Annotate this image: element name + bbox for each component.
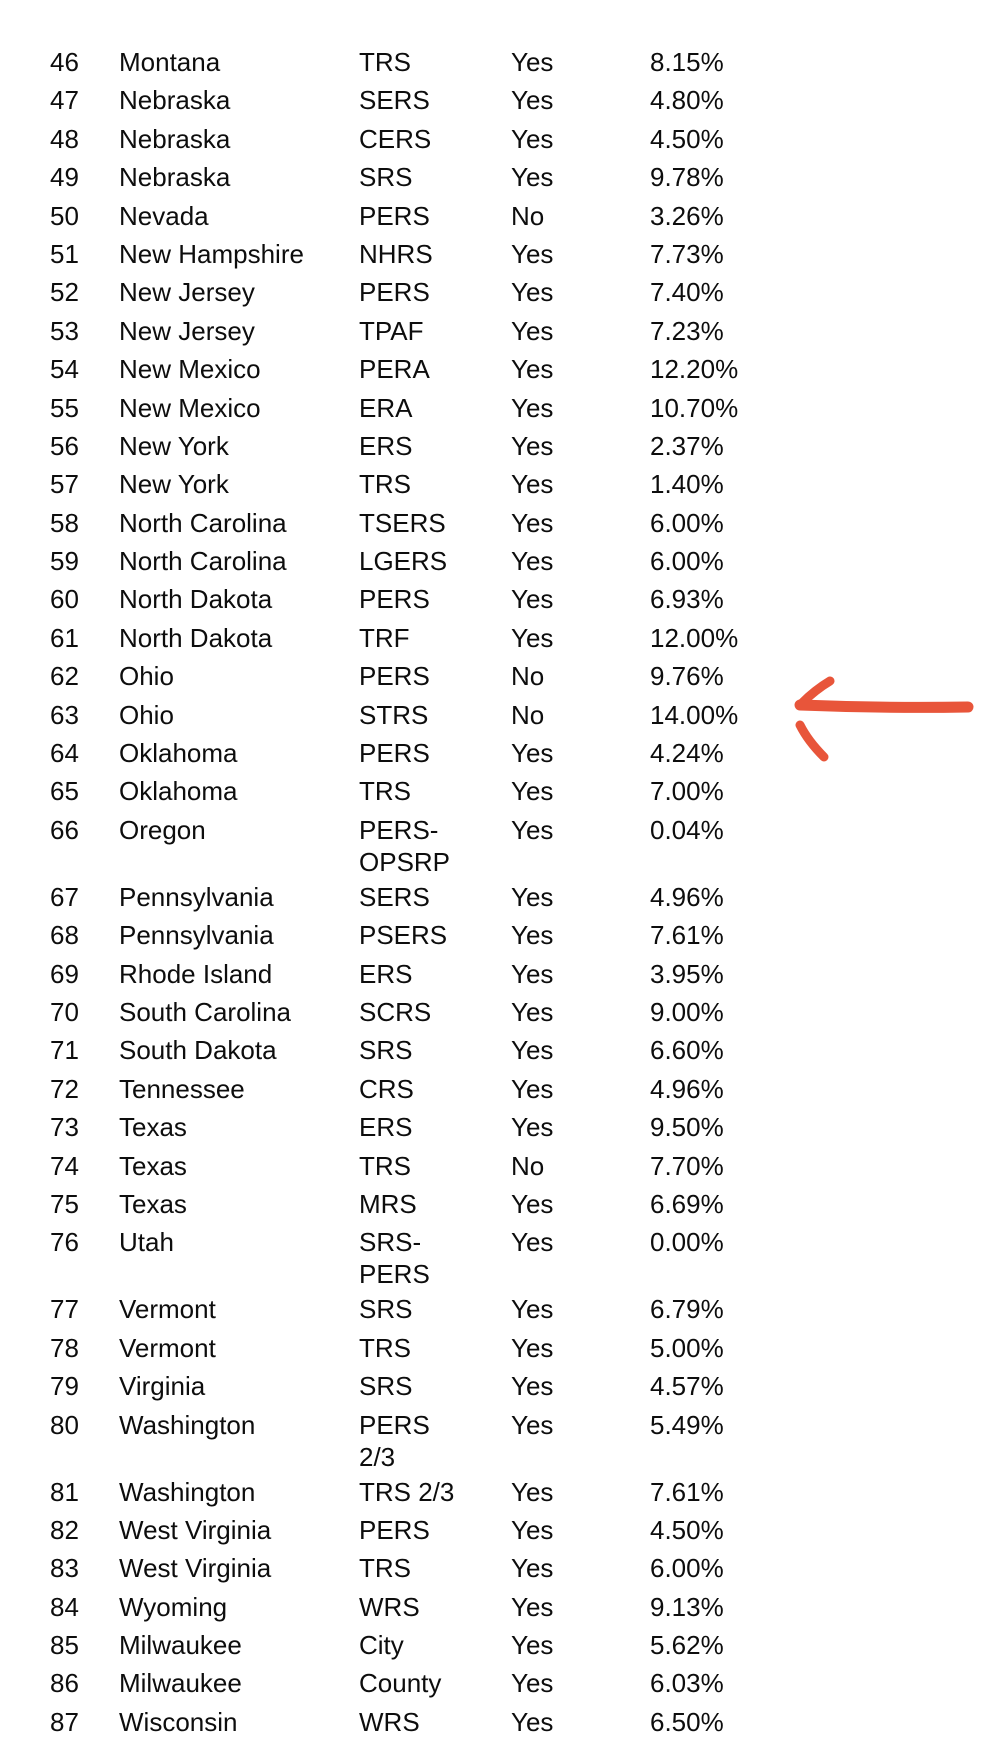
table-row <box>0 1549 780 1587</box>
table-row <box>0 993 780 1031</box>
system-cell: PERS <box>359 584 430 615</box>
state-cell: North Dakota <box>119 584 273 615</box>
system-cell: TSERS <box>359 507 446 538</box>
state-cell: New Hampshire <box>119 238 304 269</box>
system-cell: CERS <box>359 123 432 154</box>
row-number: 62 <box>50 661 79 692</box>
yes-no-cell: Yes <box>511 1112 554 1143</box>
yes-no-cell: Yes <box>511 738 554 769</box>
row-number: 52 <box>50 277 79 308</box>
row-number: 83 <box>50 1553 79 1584</box>
yes-no-cell: Yes <box>511 1332 554 1363</box>
table-row <box>0 811 780 878</box>
yes-no-cell: Yes <box>511 546 554 577</box>
yes-no-cell: Yes <box>511 469 554 500</box>
system-cell: SCRS <box>359 996 432 1027</box>
percent-cell: 7.61% <box>650 920 724 951</box>
percent-cell: 7.00% <box>650 776 724 807</box>
table-row <box>0 1290 780 1328</box>
percent-cell: 14.00% <box>650 699 739 730</box>
yes-no-cell: Yes <box>511 392 554 423</box>
row-number: 64 <box>50 738 79 769</box>
percent-cell: 12.20% <box>650 354 739 385</box>
state-cell: Nebraska <box>119 85 231 116</box>
row-number: 85 <box>50 1630 79 1661</box>
state-cell: New Jersey <box>119 277 255 308</box>
yes-no-cell: Yes <box>511 996 554 1027</box>
table-row <box>0 734 780 772</box>
system-cell: County <box>359 1668 442 1699</box>
state-cell: Nebraska <box>119 123 231 154</box>
percent-cell: 9.13% <box>650 1591 724 1622</box>
row-number: 54 <box>50 354 79 385</box>
percent-cell: 6.93% <box>650 584 724 615</box>
percent-cell: 1.40% <box>650 469 724 500</box>
arrow-lower-stroke <box>800 725 824 757</box>
percent-cell: 0.04% <box>650 814 724 845</box>
table-row <box>0 955 780 993</box>
state-cell: South Carolina <box>119 996 291 1027</box>
state-cell: Virginia <box>119 1371 206 1402</box>
percent-cell: 0.00% <box>650 1227 724 1258</box>
system-cell: PERS <box>359 661 430 692</box>
yes-no-cell: Yes <box>511 1371 554 1402</box>
system-cell: WRS <box>359 1706 420 1737</box>
system-cell: TRS <box>359 776 411 807</box>
state-cell: North Dakota <box>119 622 273 653</box>
table-row <box>0 1703 780 1741</box>
yes-no-cell: Yes <box>511 1294 554 1325</box>
row-number: 60 <box>50 584 79 615</box>
table-row <box>0 1031 780 1069</box>
row-number: 77 <box>50 1294 79 1325</box>
system-cell: ERS <box>359 958 413 989</box>
percent-cell: 7.40% <box>650 277 724 308</box>
state-cell: Pennsylvania <box>119 881 274 912</box>
percent-cell: 12.00% <box>650 622 739 653</box>
state-cell: Texas <box>119 1112 187 1143</box>
table-row <box>0 312 780 350</box>
state-cell: Ohio <box>119 661 174 692</box>
pension-table <box>0 43 780 1741</box>
table-row <box>0 1070 780 1108</box>
yes-no-cell: Yes <box>511 85 554 116</box>
percent-cell: 6.03% <box>650 1668 724 1699</box>
percent-cell: 10.70% <box>650 392 739 423</box>
state-cell: West Virginia <box>119 1553 272 1584</box>
arrow-upper-stroke <box>802 681 830 703</box>
row-number: 68 <box>50 920 79 951</box>
yes-no-cell: Yes <box>511 1553 554 1584</box>
state-cell: Texas <box>119 1188 187 1219</box>
row-number: 53 <box>50 315 79 346</box>
table-row <box>0 657 780 695</box>
arrow-annotation <box>770 675 980 767</box>
system-cell: WRS <box>359 1591 420 1622</box>
table-row <box>0 1588 780 1626</box>
row-number: 56 <box>50 430 79 461</box>
system-cell: SRS <box>359 162 413 193</box>
percent-cell: 4.50% <box>650 123 724 154</box>
yes-no-cell: Yes <box>511 1476 554 1507</box>
system-cell: LGERS <box>359 546 448 577</box>
row-number: 57 <box>50 469 79 500</box>
yes-no-cell: Yes <box>511 958 554 989</box>
percent-cell: 8.15% <box>650 47 724 77</box>
system-cell: PERS <box>359 200 430 231</box>
row-number: 51 <box>50 238 79 269</box>
row-number: 71 <box>50 1035 79 1066</box>
row-number: 80 <box>50 1409 79 1440</box>
state-cell: Oregon <box>119 814 206 845</box>
table-row <box>0 1367 780 1405</box>
yes-no-cell: Yes <box>511 507 554 538</box>
table-row <box>0 120 780 158</box>
system-cell: ERS <box>359 430 413 461</box>
table-row <box>0 235 780 273</box>
system-cell: CRS <box>359 1073 414 1104</box>
table-row <box>0 350 780 388</box>
percent-cell: 7.70% <box>650 1150 724 1181</box>
state-cell: New Jersey <box>119 315 255 346</box>
row-number: 74 <box>50 1150 79 1181</box>
state-cell: Ohio <box>119 699 174 730</box>
yes-no-cell: Yes <box>511 315 554 346</box>
system-cell: TRS <box>359 1332 411 1363</box>
table-row <box>0 273 780 311</box>
row-number: 61 <box>50 622 79 653</box>
percent-cell: 4.96% <box>650 881 724 912</box>
system-cell: TRS <box>359 47 411 77</box>
table-row <box>0 1473 780 1511</box>
percent-cell: 4.80% <box>650 85 724 116</box>
row-number: 82 <box>50 1514 79 1545</box>
yes-no-cell: No <box>511 661 545 692</box>
yes-no-cell: Yes <box>511 1591 554 1622</box>
system-cell: TRS <box>359 1150 411 1181</box>
yes-no-cell: Yes <box>511 1630 554 1661</box>
row-number: 63 <box>50 699 79 730</box>
yes-no-cell: Yes <box>511 1227 554 1258</box>
state-cell: Montana <box>119 47 221 77</box>
state-cell: Washington <box>119 1409 256 1440</box>
state-cell: North Carolina <box>119 507 287 538</box>
system-cell: PERA <box>359 354 430 385</box>
table-row <box>0 158 780 196</box>
percent-cell: 4.50% <box>650 1514 724 1545</box>
yes-no-cell: Yes <box>511 354 554 385</box>
yes-no-cell: No <box>511 200 545 231</box>
percent-cell: 6.60% <box>650 1035 724 1066</box>
percent-cell: 4.96% <box>650 1073 724 1104</box>
state-cell: New York <box>119 430 229 461</box>
row-number: 73 <box>50 1112 79 1143</box>
yes-no-cell: Yes <box>511 622 554 653</box>
system-cell: TRF <box>359 622 410 653</box>
system-cell: PSERS <box>359 920 448 951</box>
state-cell: Oklahoma <box>119 776 238 807</box>
system-cell: City <box>359 1630 404 1661</box>
table-row <box>0 81 780 119</box>
state-cell: Nevada <box>119 200 209 231</box>
state-cell: Nebraska <box>119 162 231 193</box>
percent-cell: 2.37% <box>650 430 724 461</box>
row-number: 48 <box>50 123 79 154</box>
table-row <box>0 619 780 657</box>
state-cell: New Mexico <box>119 392 261 423</box>
row-number: 67 <box>50 881 79 912</box>
table-row <box>0 696 780 734</box>
yes-no-cell: Yes <box>511 584 554 615</box>
table-row <box>0 1329 780 1367</box>
state-cell: Pennsylvania <box>119 920 274 951</box>
percent-cell: 6.00% <box>650 507 724 538</box>
percent-cell: 6.00% <box>650 546 724 577</box>
percent-cell: 4.24% <box>650 738 724 769</box>
table-row <box>0 465 780 503</box>
table-row <box>0 1626 780 1664</box>
row-number: 87 <box>50 1706 79 1737</box>
state-cell: Rhode Island <box>119 958 273 989</box>
percent-cell: 5.62% <box>650 1630 724 1661</box>
row-number: 59 <box>50 546 79 577</box>
row-number: 66 <box>50 814 79 845</box>
system-cell: PERS 2/3 <box>359 1409 430 1472</box>
row-number: 46 <box>50 47 79 77</box>
table-row <box>0 1511 780 1549</box>
row-number: 69 <box>50 958 79 989</box>
yes-no-cell: Yes <box>511 1073 554 1104</box>
state-cell: Tennessee <box>119 1073 245 1104</box>
table-row <box>0 1223 780 1290</box>
percent-cell: 9.78% <box>650 162 724 193</box>
percent-cell: 6.79% <box>650 1294 724 1325</box>
system-cell: SRS <box>359 1371 413 1402</box>
row-number: 65 <box>50 776 79 807</box>
table-row <box>0 389 780 427</box>
state-cell: New York <box>119 469 229 500</box>
table-row <box>0 878 780 916</box>
percent-cell: 7.61% <box>650 1476 724 1507</box>
state-cell: Oklahoma <box>119 738 238 769</box>
state-cell: New Mexico <box>119 354 261 385</box>
row-number: 49 <box>50 162 79 193</box>
table-row <box>0 1147 780 1185</box>
row-number: 79 <box>50 1371 79 1402</box>
yes-no-cell: Yes <box>511 1706 554 1737</box>
yes-no-cell: Yes <box>511 881 554 912</box>
table-row <box>0 772 780 810</box>
percent-cell: 6.69% <box>650 1188 724 1219</box>
system-cell: SERS <box>359 881 430 912</box>
percent-cell: 9.50% <box>650 1112 724 1143</box>
percent-cell: 5.49% <box>650 1409 724 1440</box>
table-row <box>0 43 780 81</box>
row-number: 76 <box>50 1227 79 1258</box>
percent-cell: 7.73% <box>650 238 724 269</box>
percent-cell: 3.95% <box>650 958 724 989</box>
system-cell: TRS <box>359 1553 411 1584</box>
system-cell: PERS- OPSRP <box>359 814 451 877</box>
system-cell: TPAF <box>359 315 424 346</box>
system-cell: SERS <box>359 85 430 116</box>
row-number: 81 <box>50 1476 79 1507</box>
state-cell: Texas <box>119 1150 187 1181</box>
system-cell: PERS <box>359 277 430 308</box>
row-number: 55 <box>50 392 79 423</box>
row-number: 86 <box>50 1668 79 1699</box>
table-row <box>0 1664 780 1702</box>
system-cell: TRS <box>359 469 411 500</box>
yes-no-cell: No <box>511 699 545 730</box>
row-number: 58 <box>50 507 79 538</box>
yes-no-cell: Yes <box>511 162 554 193</box>
yes-no-cell: Yes <box>511 238 554 269</box>
system-cell: NHRS <box>359 238 433 269</box>
state-cell: Washington <box>119 1476 256 1507</box>
yes-no-cell: No <box>511 1150 545 1181</box>
state-cell: Milwaukee <box>119 1668 242 1699</box>
table-row <box>0 1185 780 1223</box>
system-cell: SRS <box>359 1294 413 1325</box>
yes-no-cell: Yes <box>511 814 554 845</box>
yes-no-cell: Yes <box>511 776 554 807</box>
yes-no-cell: Yes <box>511 1514 554 1545</box>
state-cell: Wisconsin <box>119 1706 238 1737</box>
table-row <box>0 197 780 235</box>
arrow-shaft <box>800 705 968 707</box>
yes-no-cell: Yes <box>511 277 554 308</box>
percent-cell: 6.00% <box>650 1553 724 1584</box>
percent-cell: 4.57% <box>650 1371 724 1402</box>
row-number: 70 <box>50 996 79 1027</box>
system-cell: ERA <box>359 392 413 423</box>
table-row <box>0 1108 780 1146</box>
table-row <box>0 1406 780 1473</box>
system-cell: TRS 2/3 <box>359 1476 455 1507</box>
system-cell: SRS <box>359 1035 413 1066</box>
yes-no-cell: Yes <box>511 1035 554 1066</box>
percent-cell: 5.00% <box>650 1332 724 1363</box>
table-row <box>0 580 780 618</box>
table-row <box>0 504 780 542</box>
system-cell: SRS- PERS <box>359 1227 430 1290</box>
state-cell: Vermont <box>119 1294 216 1325</box>
percent-cell: 9.76% <box>650 661 724 692</box>
row-number: 75 <box>50 1188 79 1219</box>
state-cell: West Virginia <box>119 1514 272 1545</box>
system-cell: MRS <box>359 1188 417 1219</box>
table-row <box>0 427 780 465</box>
state-cell: Utah <box>119 1227 174 1258</box>
system-cell: STRS <box>359 699 429 730</box>
table-row <box>0 542 780 580</box>
percent-cell: 3.26% <box>650 200 724 231</box>
percent-cell: 7.23% <box>650 315 724 346</box>
yes-no-cell: Yes <box>511 123 554 154</box>
system-cell: PERS <box>359 738 430 769</box>
system-cell: ERS <box>359 1112 413 1143</box>
table-row <box>0 916 780 954</box>
system-cell: PERS <box>359 1514 430 1545</box>
percent-cell: 6.50% <box>650 1706 724 1737</box>
row-number: 72 <box>50 1073 79 1104</box>
yes-no-cell: Yes <box>511 1188 554 1219</box>
row-number: 84 <box>50 1591 79 1622</box>
yes-no-cell: Yes <box>511 920 554 951</box>
state-cell: Wyoming <box>119 1591 228 1622</box>
yes-no-cell: Yes <box>511 1409 554 1440</box>
state-cell: Vermont <box>119 1332 216 1363</box>
yes-no-cell: Yes <box>511 1668 554 1699</box>
yes-no-cell: Yes <box>511 430 554 461</box>
state-cell: South Dakota <box>119 1035 277 1066</box>
row-number: 78 <box>50 1332 79 1363</box>
percent-cell: 9.00% <box>650 996 724 1027</box>
state-cell: Milwaukee <box>119 1630 242 1661</box>
row-number: 50 <box>50 200 79 231</box>
row-number: 47 <box>50 85 79 116</box>
yes-no-cell: Yes <box>511 47 554 77</box>
state-cell: North Carolina <box>119 546 287 577</box>
